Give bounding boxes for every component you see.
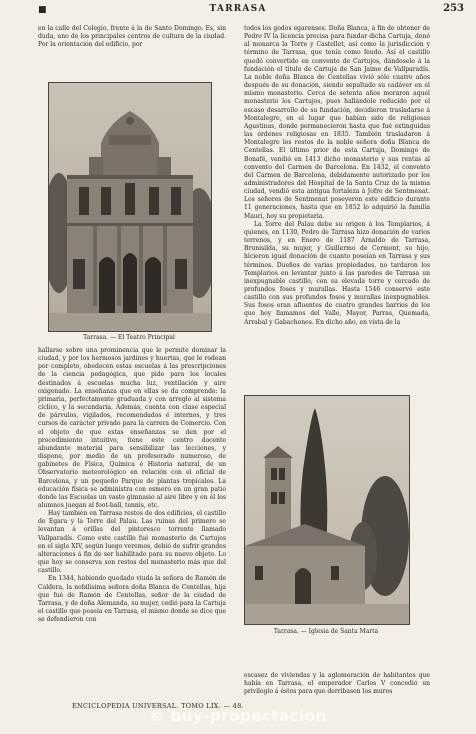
page-number: 253: [443, 3, 464, 14]
paragraph: hallarse sobre una prominencia que le permite dominar la ciudad, y por los hermosos jardines y huertas, que le rodean por completo, obedecen estas escuelas á las prescripciones de la ciencia pedagógica, que pide para los locales destinados á escuelas mucha luz, ventilación y aire oxigenado. La enseñanza que en ellas se da comprende: la primaria, perfectamente graduada y con arreglo al sistema cíclico, y la secundaria. Además, cuenta con clase especial de párvulos, vigilados, recomendados é internos, y tres cursos de carácter privado para la carrera de Comercio. Con el objeto de que estas enseñanzas se den por el procedimiento intuitivo, tiene este centro docente abundante material para sensibilizar las lecciones, y dispone, por medio de un profesorado numeroso, de gabinetes de Física, Química é Historia natural, de un Observatorio meteorológico en relación con el oficial de Barcelona, y un pequeño Parque de plantas tropicales. La educación física se administra con esmero en un gran patio donde las Escuelas un vasto gimnasio al aire libre y en él los alumnos juegan al foot-ball, tennis, etc.: [38, 347, 226, 509]
running-title: TARRASA: [209, 4, 267, 14]
paragraph: todos los godos egarenses. Doña Blanca, á fin de obtener de Pedro IV la licencia precisa para fundar dicha Cartuja, donó al monarca la Torre y Castellet, así como la jurisdicción y término de Tarrasa, que tenía como feudo. Así el castillo quedó convertido en convento de Cartujos, dándosele á la fundación el título de Cartuja de San Jaime de Vallparadís. La noble doña Blanca de Centellas vivió sólo cuatro años después de su donación, siendo sepultado su cadáver en el mismo monasterio. Cerca de setenta años moraron aquel monasterio los Cartujos, pues hallándole reducido por el escaso desarrollo de su fundación, decidieron trasladarse á Montalegre, en el lugar que habían sido de religiosas Agustinas, donde permanecieron hasta que fué extinguidas las órdenes religiosas en 1835. También trasladaron á Montalegre los restos de la noble señora doña Blanca de Centellas. El último prior de esta Cartuja, Domingo de Bonafé, vendió en 1413 dicho monasterio y sus rentas al convento del Carmen de Barcelona. En 1432, el convento del Carmen de Barcelona, debidamente autorizado por los administradores del Hospital de la Santa Cruz de la misma ciudad, vendió esta antigua fortaleza á Jofre de Sentmenat. Los señores de Sentmenat poseyeron este edificio durante 11 generaciones, hasta que en 1852 lo adquirió la familia Maurí, hoy su propietaria.: [244, 25, 430, 220]
paragraph: Hay también en Tarrasa restos de dos edificios, el castillo de Egara y la Torre del Palau. Las ruinas del primero se levantan á orillas del pintoresco torrente llamado Vallparadís. Como este castillo fué monasterio de Cartujos en el siglo XIV, según luego veremos, debió de sufrir grandes alteraciones á fin de ser habilitado para su nuevo objeto. Lo que hoy se conserva son restos del monasterio más que del castillo.: [38, 510, 226, 575]
watermark: © buy-propectacion: [149, 707, 327, 725]
theatre-caption: Tarrasa. — El Teatro Principal: [83, 334, 175, 341]
right-column-top: [244, 25, 430, 417]
paragraph: La Torre del Palau debe su origen á los Templarios, á quienes, en 1130, Pedro de Tarrasa hizo donación de varios terrenos, y en Enero de 1187 Arnaldo de Tarrasa, Brunisilda, su mujer, y Guillermo de Cermont, su hijo, hicieron igual donación de cuanto poseían en Tarrasa y sus términos. Dueños de varias propiedades, no tardaron los Templarios en levantar junto á las paredes de Tarrasa un inexpugnable castillo, con su elevada torre y cercado de profundos fosos y murallas. Hasta 1546 conservó este castillo con sus profundos fosos y murallas inexpugnables. Sus fosos eran afluentes de cuatro grandes barrios de los que hoy llamamos del Valle, Mayor, Parras, Quemada, Arrabal y Gabachones. En dicho año, en vista de la: [244, 220, 430, 326]
paragraph: escasez de viviendas y la aglomeración de habitantes que había en Tarrasa, el emperador Carlos V concedió un privilegio á éstos para que derribasen los muros: [244, 672, 430, 696]
bullet-icon: ■: [38, 5, 47, 15]
theatre-illustration: [49, 83, 211, 331]
left-column-bottom: [38, 347, 226, 697]
theatre-photo: [48, 82, 212, 332]
church-caption: Tarrasa. — Iglesia de Santa Marta: [273, 628, 379, 635]
page-header: [0, 3, 476, 17]
paragraph: en la calle del Colegio, frente á la de Santo Domingo. Es, sin duda, uno de los principales centros de cultura de la ciudad. Por la orientación del edificio, por: [38, 25, 226, 49]
paragraph: En 1344, habiendo quedado viuda la señora de Ramón de Caldera, la nobilísima señora doña Blanca de Centellas, hija que fué de Ramón de Centellas, señor de la ciudad de Tarrasa, y de doña Alemanda, su mujer, cedió para la Cartuja el castillo que poseía en Tarrasa, el mismo donde se dice que se defendieron con: [38, 575, 226, 624]
page-footer: ENCICLOPEDIA UNIVERSAL. TOMO LIX. — 48.: [72, 702, 244, 710]
church-photo: [244, 395, 410, 625]
left-column-top: [38, 25, 226, 75]
church-illustration: [245, 396, 409, 624]
right-column-bottom: [244, 672, 430, 698]
